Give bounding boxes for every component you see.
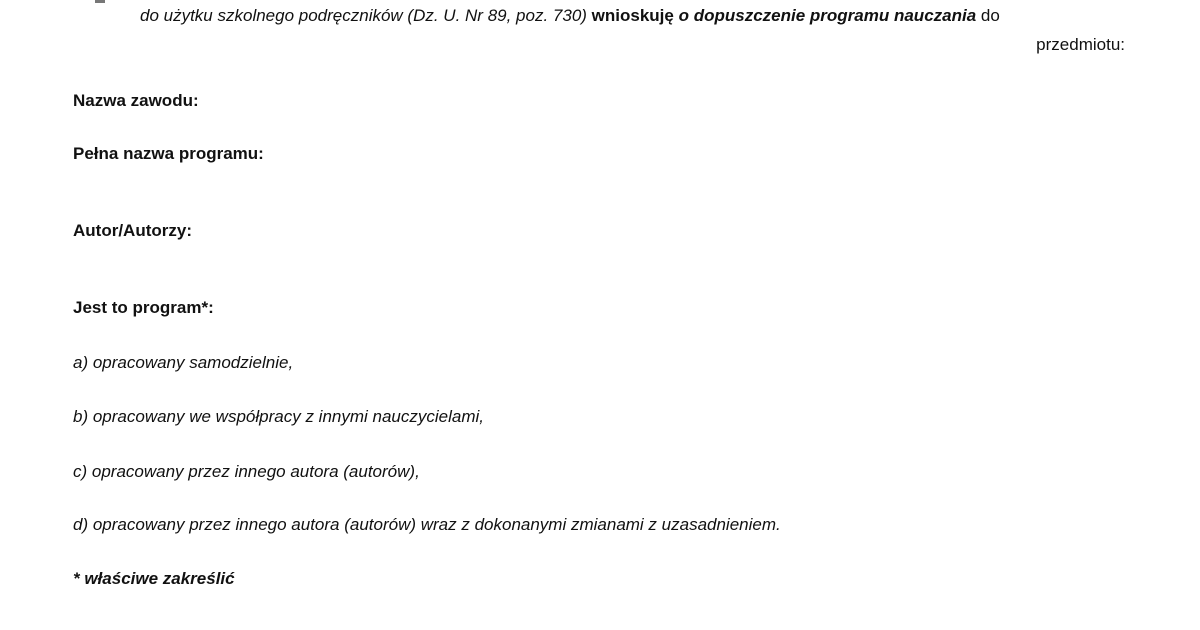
option-a: a) opracowany samodzielnie, [73,353,294,372]
intro-request-object: o dopuszczenie [678,6,806,25]
intro-tail: do [980,6,1000,25]
option-b: b) opracowany we współpracy z innymi nauczycielami, [73,407,484,426]
intro-line-2: przedmiotu: [1036,35,1125,54]
profession-label: Nazwa zawodu: [73,91,199,110]
program-name-label: Pełna nazwa programu: [73,144,264,163]
intro-line-1 [140,5,1000,27]
intro-regulation-reference: do użytku szkolnego podręczników (Dz. U. Nr 89, poz. 730) [140,6,587,25]
intro-program-term: programu nauczania [809,6,977,25]
intro-request-verb: wnioskuję [591,6,674,25]
authors-label: Autor/Autorzy: [73,221,192,240]
option-d: d) opracowany przez innego autora (autorów) wraz z dokonanymi zmianami z uzasadnieniem. [73,515,781,534]
program-type-label: Jest to program*: [73,298,214,317]
option-c: c) opracowany przez innego autora (autorów), [73,462,420,481]
page-edge-mark [95,0,105,3]
footnote: * właściwe zakreślić [73,569,235,588]
